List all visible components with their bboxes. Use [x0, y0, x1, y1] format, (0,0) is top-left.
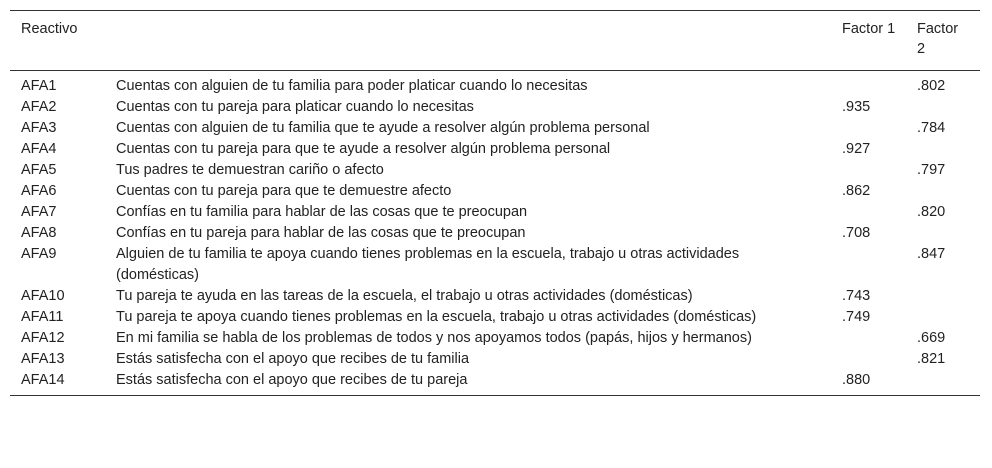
- cell-factor-1: .880: [842, 372, 871, 388]
- cell-factor-1: [831, 328, 906, 349]
- table-header: [10, 11, 980, 71]
- cell-item: Cuentas con tu pareja para platicar cuando lo necesitas: [116, 99, 474, 115]
- cell-code: AFA13: [21, 351, 65, 367]
- table-row: [10, 181, 980, 202]
- table-row: [10, 307, 980, 328]
- table-row: [10, 370, 980, 396]
- cell-code: AFA2: [21, 99, 57, 115]
- table-row: [10, 97, 980, 118]
- cell-factor-2: .669: [917, 330, 946, 346]
- table-body: [10, 71, 980, 396]
- cell-factor-1: [831, 118, 906, 139]
- cell-factor-1: [831, 349, 906, 370]
- cell-item: Estás satisfecha con el apoyo que recibes de tu pareja: [116, 372, 468, 388]
- table-row: [10, 244, 980, 286]
- cell-factor-1: [831, 160, 906, 181]
- cell-factor-1: .749: [842, 309, 871, 325]
- table-row: [10, 223, 980, 244]
- cell-factor-2: .820: [917, 204, 946, 220]
- cell-factor-2: [906, 97, 980, 118]
- table-row: [10, 71, 980, 98]
- header-reactivo: Reactivo: [21, 21, 78, 37]
- cell-code: AFA6: [21, 183, 57, 199]
- table-row: [10, 118, 980, 139]
- cell-item: En mi familia se habla de los problemas de todos y nos apoyamos todos (papás, hijos y hermanos): [116, 330, 752, 346]
- cell-factor-2: .802: [917, 78, 946, 94]
- cell-code: AFA3: [21, 120, 57, 136]
- cell-code: AFA12: [21, 330, 65, 346]
- cell-item: Tus padres te demuestran cariño o afecto: [116, 162, 384, 178]
- cell-item: Cuentas con alguien de tu familia para poder platicar cuando lo necesitas: [116, 78, 588, 94]
- cell-code: AFA5: [21, 162, 57, 178]
- cell-factor-2: [906, 286, 980, 307]
- cell-code: AFA10: [21, 288, 65, 304]
- cell-code: AFA9: [21, 246, 57, 262]
- cell-item: Cuentas con tu pareja para que te demuestre afecto: [116, 183, 452, 199]
- cell-factor-2: .797: [917, 162, 946, 178]
- cell-item: Tu pareja te apoya cuando tienes problemas en la escuela, trabajo u otras actividades (domésticas): [116, 309, 757, 325]
- table-row: [10, 349, 980, 370]
- table-row: [10, 328, 980, 349]
- factor-loadings-table: [10, 10, 980, 396]
- cell-factor-2: [906, 307, 980, 328]
- cell-factor-1: [831, 202, 906, 223]
- header-factor-2: Factor 2: [917, 21, 959, 57]
- cell-item: Cuentas con tu pareja para que te ayude a resolver algún problema personal: [116, 141, 611, 157]
- cell-factor-1: .708: [842, 225, 871, 241]
- cell-factor-2: [906, 181, 980, 202]
- cell-item: Alguien de tu familia te apoya cuando tienes problemas en la escuela, trabajo u otras actividades (domésticas): [116, 246, 740, 283]
- cell-code: AFA14: [21, 372, 65, 388]
- table-row: [10, 139, 980, 160]
- header-row: [10, 11, 980, 71]
- cell-factor-2: .847: [917, 246, 946, 262]
- cell-factor-1: .743: [842, 288, 871, 304]
- table-row: [10, 286, 980, 307]
- cell-item: Confías en tu familia para hablar de las cosas que te preocupan: [116, 204, 528, 220]
- table-row: [10, 160, 980, 181]
- cell-factor-2: [906, 223, 980, 244]
- cell-factor-1: [831, 71, 906, 98]
- cell-factor-1: .862: [842, 183, 871, 199]
- cell-factor-2: [906, 370, 980, 396]
- cell-item: Tu pareja te ayuda en las tareas de la escuela, el trabajo u otras actividades (domésticas): [116, 288, 693, 304]
- cell-item: Confías en tu pareja para hablar de las cosas que te preocupan: [116, 225, 526, 241]
- cell-factor-1: .935: [842, 99, 871, 115]
- cell-item: Estás satisfecha con el apoyo que recibes de tu familia: [116, 351, 470, 367]
- cell-code: AFA1: [21, 78, 57, 94]
- header-item: [105, 11, 831, 71]
- cell-factor-1: [831, 244, 906, 286]
- header-factor-1: Factor 1: [842, 21, 896, 37]
- cell-factor-1: .927: [842, 141, 871, 157]
- cell-code: AFA8: [21, 225, 57, 241]
- cell-code: AFA11: [21, 309, 64, 325]
- cell-item: Cuentas con alguien de tu familia que te ayude a resolver algún problema personal: [116, 120, 650, 136]
- cell-factor-2: .784: [917, 120, 946, 136]
- cell-code: AFA7: [21, 204, 57, 220]
- factor-loadings-table-container: [10, 10, 980, 396]
- cell-factor-2: .821: [917, 351, 946, 367]
- cell-code: AFA4: [21, 141, 57, 157]
- table-row: [10, 202, 980, 223]
- cell-factor-2: [906, 139, 980, 160]
